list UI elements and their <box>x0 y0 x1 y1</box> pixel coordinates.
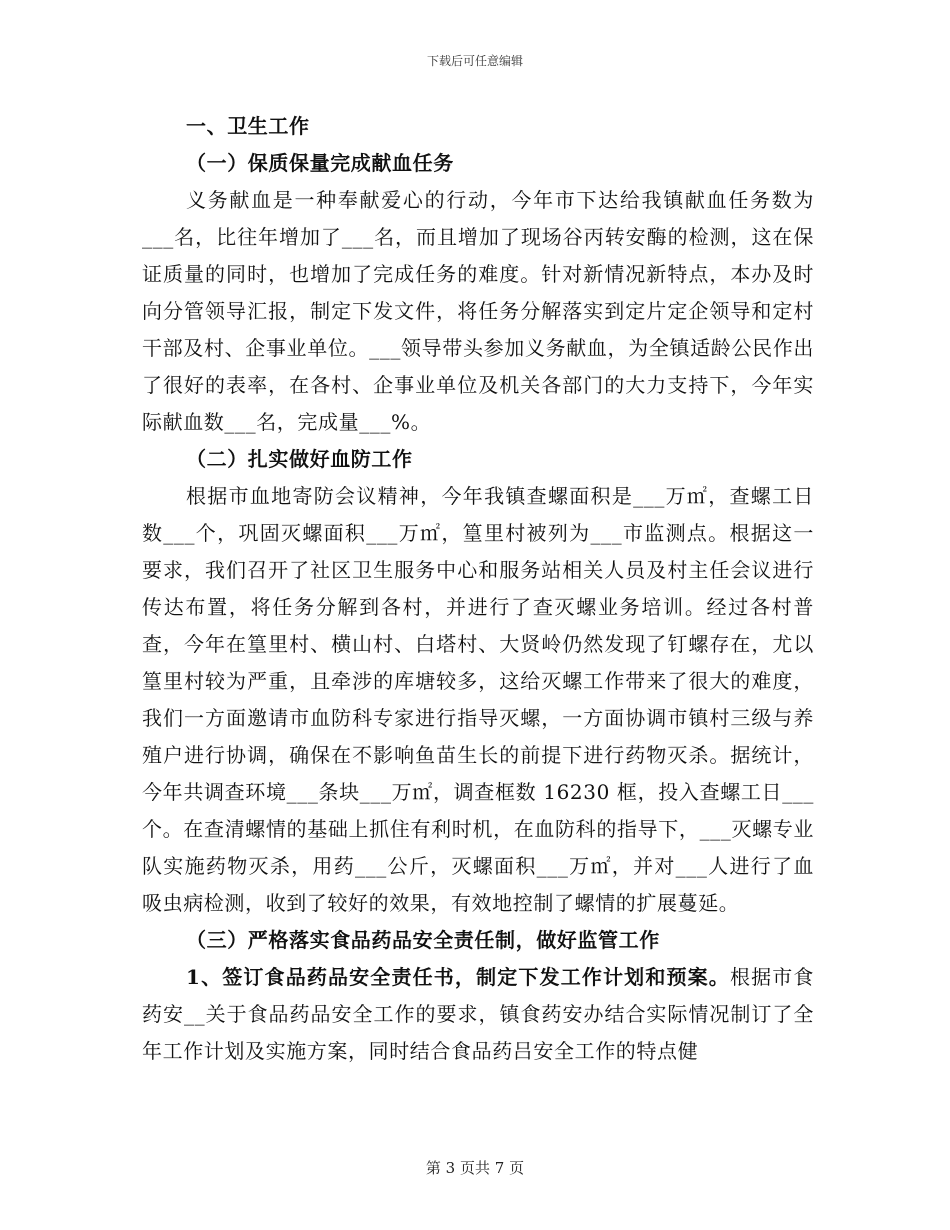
paragraph-schistosomiasis: 根据市血地寄防会议精神，今年我镇查螺面积是___万㎡，查螺工日数___个，巩固灭螺面积___万㎡，篁里村被列为___市监测点。根据这一要求，我们召开了社区卫生服务中心和服务站相关人员及村主任会议进行传达布置，将任务分解到各村，并进行了查灭螺业务培训。经过各村普查，今年在篁里村、横山村、白塔村、大贤岭仍然发现了钉螺存在，尤以篁里村较为严重，且牵涉的库塘较多，这给灭螺工作带来了很大的难度，我们一方面邀请市血防科专家进行指导灭螺，一方面协调市镇村三级与养殖户进行协调，确保在不影响鱼苗生长的前提下进行药物灭杀。据统计，今年共调查环境___条块___万㎡，调查框数 16230 框，投入查螺工日___个。在查清螺情的基础上抓住有利时机，在血防科的指导下，___灭螺专业队实施药物灭杀，用药___公斤，灭螺面积___万㎡，并对___人进行了血吸虫病检测，收到了较好的效果，有效地控制了螺情的扩展蔓延。 <box>142 484 814 915</box>
paragraph-blood-donation: 义务献血是一种奉献爱心的行动，今年市下达给我镇献血任务数为___名，比往年增加了___名，而且增加了现场谷丙转安酶的检测，这在保证质量的同时，也增加了完成任务的难度。针对新情况新特点，本办及时向分管领导汇报，制定下发文件，将任务分解落实到定片定企领导和定村干部及村、企事业单位。___领导带头参加义务献血，为全镇适龄公民作出了很好的表率，在各村、企事业单位及机关各部门的大力支持下，今年实际献血数___名，完成量___%。 <box>142 188 814 434</box>
page-footer: 第 3 页共 7 页 <box>425 1159 525 1177</box>
page-header: 下载后可任意编辑 <box>426 54 523 68</box>
subsection-title-food-drug-safety: （三）严格落实食品药品安全责任制，做好监管工作 <box>186 928 660 952</box>
paragraph-body: 根据市食药安__关于食品药品安全工作的要求，镇食药安办结合实际情况制订了全年工作计划及实施方案，同时结合食品药吕安全工作的特点健 <box>142 965 815 1063</box>
section-title-health: 一、卫生工作 <box>186 114 310 138</box>
paragraph-lead: 1、签订食品药品安全责任书，制定下发工作计划和预案。 <box>186 965 730 989</box>
document-body <box>142 108 814 1070</box>
subsection-title-schistosomiasis: （二）扎实做好血防工作 <box>186 447 413 471</box>
subsection-title-blood-donation: （一）保质保量完成献血任务 <box>186 151 454 175</box>
paragraph-food-drug-safety <box>142 959 814 1070</box>
